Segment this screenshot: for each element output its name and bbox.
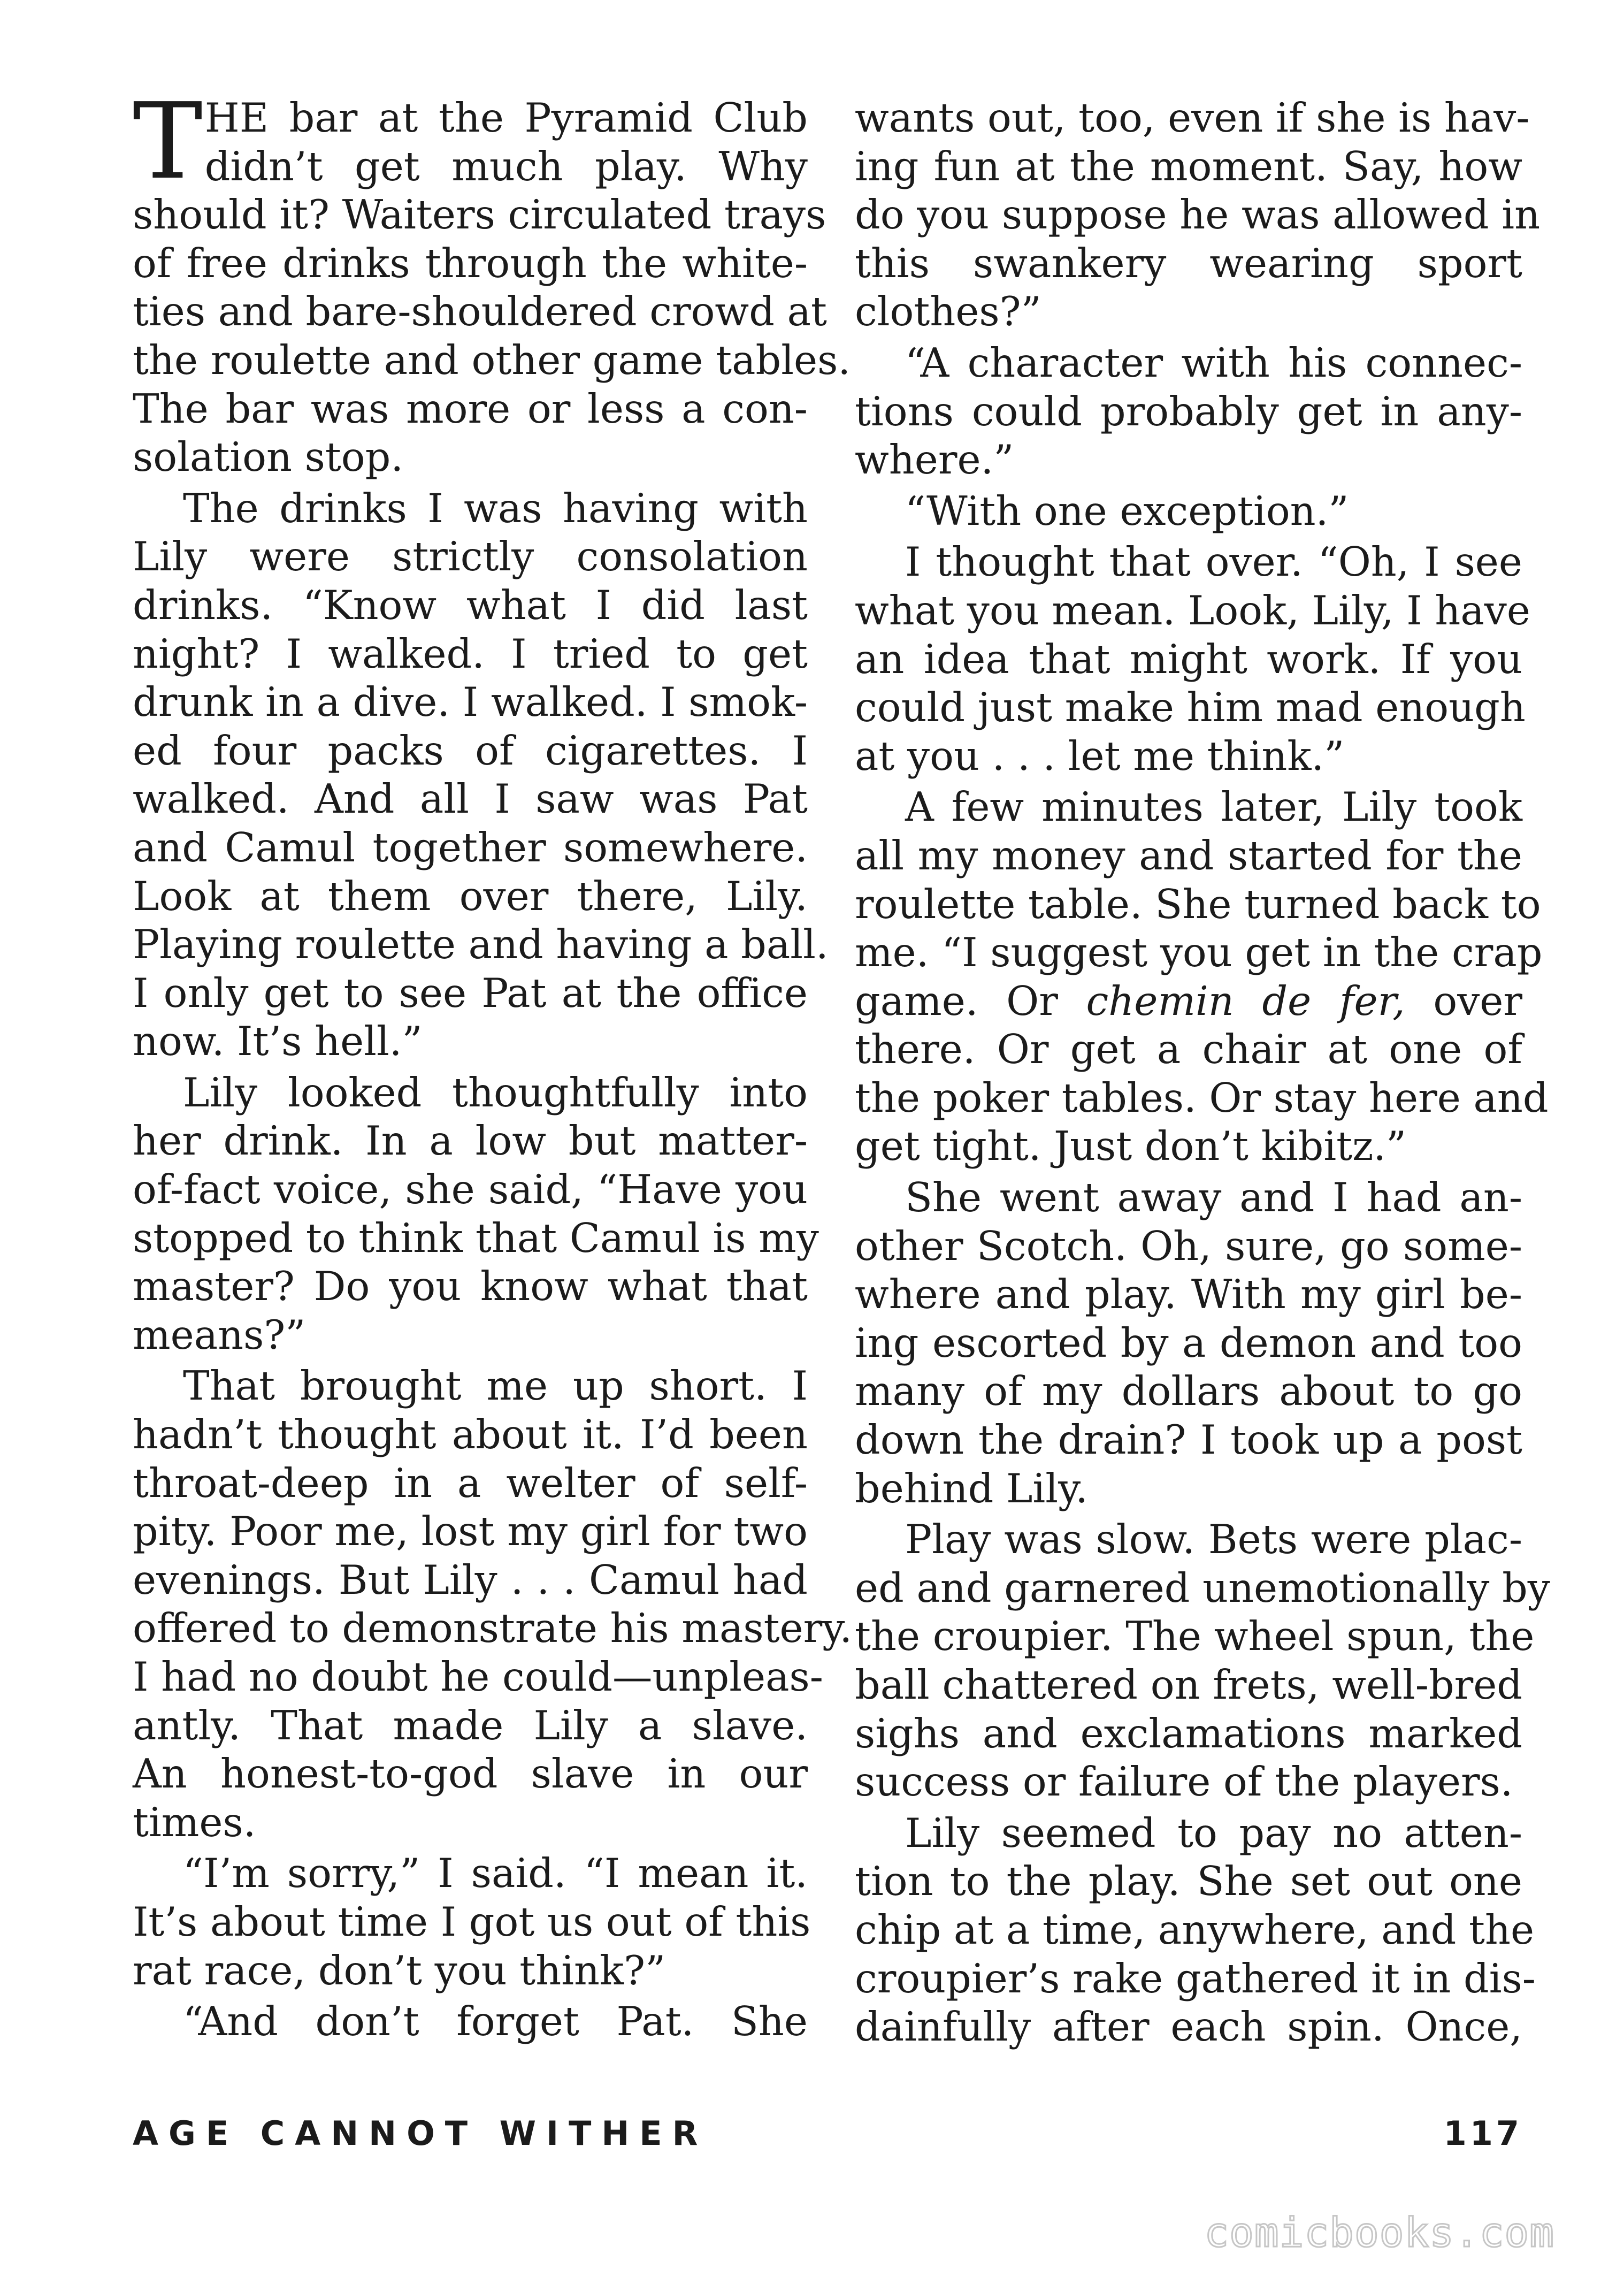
text-line: “I’m sorry,” I said. “I mean it. xyxy=(183,1850,808,1897)
text-line: what you mean. Look, Lily, I have xyxy=(855,587,1530,634)
text-line: clothes?” xyxy=(855,288,1041,335)
text-line: Lily seemed to pay no atten- xyxy=(905,1809,1522,1856)
text-line: That brought me up short. I xyxy=(183,1363,808,1410)
left-text-column xyxy=(133,81,853,2046)
italic-phrase: chemin de fer, xyxy=(1086,977,1405,1025)
text-line: The bar was more or less a con- xyxy=(133,385,808,432)
text-line: an idea that might work. If you xyxy=(855,636,1522,683)
text-line: tion to the play. She set out one xyxy=(855,1858,1522,1905)
text-line: I only get to see Pat at the office xyxy=(133,969,808,1017)
text-line: get tight. Just don’t kibitz.” xyxy=(855,1123,1407,1170)
text-line: of-fact voice, she said, “Have you xyxy=(133,1166,808,1213)
text-line: could just make him mad enough xyxy=(855,684,1526,731)
text-line: Play was slow. Bets were plac- xyxy=(905,1516,1522,1563)
text-line: The drinks I was having with xyxy=(183,485,808,532)
text-line: there. Or get a chair at one of xyxy=(855,1026,1522,1073)
text-line: offered to demonstrate his mastery. xyxy=(133,1605,853,1652)
text-line: the roulette and other game tables. xyxy=(133,337,851,384)
text-line: throat-deep in a welter of self- xyxy=(133,1460,808,1507)
text-line: stopped to think that Camul is my xyxy=(133,1214,819,1262)
text-line: dainfully after each spin. Once, xyxy=(855,2004,1522,2051)
text-line: ing fun at the moment. Say, how xyxy=(855,143,1522,190)
text-line: pity. Poor me, lost my girl for two xyxy=(133,1508,808,1555)
text-line: Lily were strictly consolation xyxy=(133,533,808,580)
text-line: ties and bare-shouldered crowd at xyxy=(133,288,827,335)
text-line: roulette table. She turned back to xyxy=(855,881,1541,928)
paragraph xyxy=(855,339,1522,485)
text-line: tions could probably get in any- xyxy=(855,388,1522,435)
text-line: success or failure of the players. xyxy=(855,1759,1513,1806)
text-line: I thought that over. “Oh, I see xyxy=(905,539,1522,586)
text-line: now. It’s hell.” xyxy=(133,1018,423,1065)
text-line: rat race, don’t you think?” xyxy=(133,1947,666,1994)
text-line: of free drinks through the white- xyxy=(133,240,808,287)
text-line: night? I walked. I tried to get xyxy=(133,630,808,677)
paragraph xyxy=(133,1850,811,1995)
text-line: Lily looked thoughtfully into xyxy=(183,1069,808,1116)
text-line: solation stop. xyxy=(133,434,404,481)
text-line: master? Do you know what that xyxy=(133,1263,808,1310)
text-line: walked. And all I saw was Pat xyxy=(133,776,808,823)
text-line: didn’t get much play. Why xyxy=(204,143,808,190)
text-line: should it? Waiters circulated trays xyxy=(133,192,826,239)
text-line: times. xyxy=(133,1799,256,1846)
paragraph xyxy=(133,485,829,1066)
text-line: Playing roulette and having a ball. xyxy=(133,921,829,968)
text-line: Look at them over there, Lily. xyxy=(133,873,808,920)
text-line: “And don’t forget Pat. She xyxy=(183,1998,808,2045)
text-line: do you suppose he was allowed in xyxy=(855,192,1541,239)
text-line: croupier’s rake gathered it in dis- xyxy=(855,1955,1536,2002)
paragraph xyxy=(133,1362,853,1847)
text-line: “With one exception.” xyxy=(905,487,1349,534)
text-line: ing escorted by a demon and too xyxy=(855,1319,1522,1366)
paragraph xyxy=(855,1516,1550,1807)
text-line: drinks. “Know what I did last xyxy=(133,582,808,629)
text-line: behind Lily. xyxy=(855,1465,1088,1512)
text-line: An honest-to-god slave in our xyxy=(133,1751,808,1798)
text-line: evenings. But Lily . . . Camul had xyxy=(133,1556,808,1603)
paragraph xyxy=(855,487,1522,536)
paragraph xyxy=(133,1998,808,2046)
text-line: down the drain? I took up a post xyxy=(855,1417,1522,1464)
text-line: “A character with his connec- xyxy=(905,339,1522,386)
text-line: ed four packs of cigarettes. I xyxy=(133,727,808,774)
right-text-column xyxy=(855,94,1550,2052)
text-line: drunk in a dive. I walked. I smok- xyxy=(133,679,808,726)
text-line: where and play. With my girl be- xyxy=(855,1271,1522,1318)
text-line: ball chattered on frets, well-bred xyxy=(855,1662,1522,1708)
text-line: sighs and exclamations marked xyxy=(855,1710,1522,1757)
paragraph xyxy=(855,783,1549,1171)
text-line: the poker tables. Or stay here and xyxy=(855,1074,1549,1121)
text-line: many of my dollars about to go xyxy=(855,1368,1522,1415)
drop-cap: T xyxy=(133,81,203,203)
text-line: other Scotch. Oh, sure, go some- xyxy=(855,1223,1522,1270)
paragraph xyxy=(855,1809,1536,2052)
paragraph xyxy=(855,94,1541,337)
paragraph xyxy=(133,1069,819,1360)
text-line: I had no doubt he could—unpleas- xyxy=(133,1654,823,1700)
text-line: where.” xyxy=(855,437,1014,484)
text-line: It’s about time I got us out of this xyxy=(133,1898,811,1945)
text-line: all my money and started for the xyxy=(855,832,1522,879)
text-line: hadn’t thought about it. I’d been xyxy=(133,1411,808,1458)
text-line: chip at a time, anywhere, and the xyxy=(855,1906,1535,1953)
paragraph xyxy=(855,538,1530,781)
text-line: at you . . . let me think.” xyxy=(855,732,1345,780)
running-footer-title: AGE CANNOT WITHER xyxy=(133,2114,708,2153)
page-number: 117 xyxy=(1443,2114,1522,2153)
text-line: this swankery wearing sport xyxy=(855,240,1522,287)
text-line: and Camul together somewhere. xyxy=(133,824,808,871)
text-line: HE bar at the Pyramid Club xyxy=(204,95,808,141)
paragraph xyxy=(855,1174,1522,1513)
text-line: the croupier. The wheel spun, the xyxy=(855,1613,1535,1660)
text-line: me. “I suggest you get in the crap xyxy=(855,929,1543,976)
text-line: wants out, too, even if she is hav- xyxy=(855,95,1530,141)
paragraph xyxy=(133,81,851,482)
text-line: ed and garnered unemotionally by xyxy=(855,1564,1550,1611)
text-line: antly. That made Lily a slave. xyxy=(133,1702,808,1749)
text-line: A few minutes later, Lily took xyxy=(905,784,1522,831)
text-line: game. Or chemin de fer, over xyxy=(855,977,1522,1025)
text-line: She went away and I had an- xyxy=(905,1174,1522,1221)
site-watermark: comicbooks.com xyxy=(1204,2209,1554,2256)
text-line: means?” xyxy=(133,1311,306,1358)
text-line: her drink. In a low but matter- xyxy=(133,1118,808,1165)
